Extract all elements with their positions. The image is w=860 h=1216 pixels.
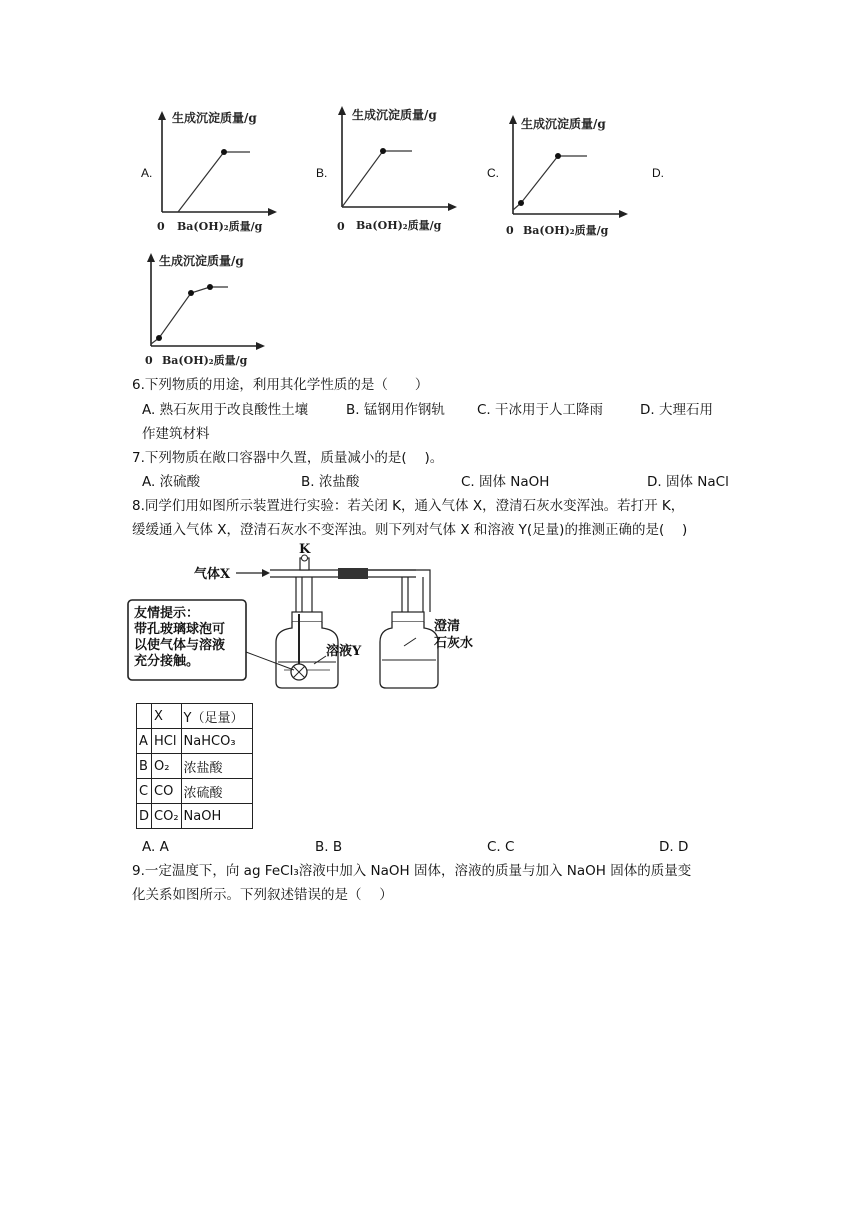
q8-stem-line1: 8.同学们用如图所示装置进行实验：若关闭 K，通入气体 X，澄清石灰水变浑浊。若打开 K，: [132, 498, 685, 514]
q7-stem: 7.下列物质在敞口容器中久置，质量减小的是( )。: [132, 450, 444, 466]
gas-inlet-arrow: [262, 569, 270, 577]
q8-option-d: D. D: [659, 839, 689, 855]
table-cell: CO: [152, 779, 182, 804]
xy-table: [136, 703, 253, 829]
tip-line-2: 带孔玻璃球泡可: [134, 622, 226, 637]
graph-b-origin: 0: [337, 220, 345, 233]
limewater-label: [434, 618, 473, 652]
table-cell: CO₂: [152, 804, 182, 829]
table-header-row: [137, 704, 253, 729]
graph-b-x-arrow: [448, 203, 457, 211]
table-row: [137, 779, 253, 804]
q8-option-b: B. B: [315, 839, 343, 855]
graph-a-x-arrow: [268, 208, 277, 216]
limewater-label-line-1: 澄清: [434, 619, 461, 634]
graph-d-point-2: [188, 290, 194, 296]
q9-stem-line2: 化关系如图所示。下列叙述错误的是（ ）: [132, 887, 393, 903]
graph-option-b-label: B.: [316, 166, 328, 180]
table-header-cell: [137, 704, 152, 729]
q8-option-c: C. C: [487, 839, 515, 855]
table-cell: C: [137, 779, 152, 804]
bottle2-stopper: [392, 612, 424, 622]
graph-a-x-label: Ba(OH)₂质量/g: [177, 220, 263, 233]
graph-d-origin: 0: [145, 354, 153, 367]
graph-c-x-label: Ba(OH)₂质量/g: [523, 224, 609, 237]
table-cell: 浓盐酸: [181, 754, 252, 779]
graph-b-curve: [342, 151, 412, 207]
graph-a-y-arrow: [158, 111, 166, 120]
bottle2-body: [380, 622, 438, 688]
table-row: [137, 729, 253, 754]
q7-option-a: A. 浓硫酸: [142, 474, 201, 490]
table-cell: A: [137, 729, 152, 754]
graph-d-y-label: 生成沉淀质量/g: [159, 254, 244, 268]
graph-d-x-label: Ba(OH)₂质量/g: [162, 354, 248, 367]
table-cell: 浓硫酸: [181, 779, 252, 804]
solution-y-label: 溶液Y: [326, 644, 362, 659]
graph-a: [152, 108, 282, 238]
table-header-cell: X: [152, 704, 182, 729]
graph-a-curve: [178, 152, 250, 212]
valve-k-label: K: [299, 542, 311, 557]
q6-option-b: B. 锰钢用作钢轨: [346, 402, 445, 418]
graph-d-x-arrow: [256, 342, 265, 350]
table-cell: NaHCO₃: [181, 729, 252, 754]
graph-option-a-label: A.: [141, 166, 153, 180]
table-cell: D: [137, 804, 152, 829]
q9-stem-line1: 9.一定温度下，向 ag FeCl₃溶液中加入 NaOH 固体，溶液的质量与加入 NaOH 固体的质量变: [132, 863, 692, 879]
graph-c-y-label: 生成沉淀质量/g: [521, 117, 606, 131]
graph-b-x-label: Ba(OH)₂质量/g: [356, 219, 442, 232]
graph-d-point-1: [156, 335, 162, 341]
limewater-label-line-2: 石灰水: [434, 636, 474, 651]
graph-option-d-label: D.: [652, 166, 664, 180]
table-header-cell: Y（足量）: [181, 704, 252, 729]
q7-option-c: C. 固体 NaOH: [461, 474, 550, 490]
table-row: [137, 754, 253, 779]
graph-d-point-3: [207, 284, 213, 290]
tip-line-4: 充分接触。: [134, 654, 200, 669]
graph-b-point: [380, 148, 386, 154]
table-cell: NaOH: [181, 804, 252, 829]
graph-d: [142, 250, 272, 372]
q8-option-a: A. A: [142, 839, 169, 855]
graph-b-y-arrow: [338, 106, 346, 115]
tip-text: [134, 606, 225, 670]
graph-c-point-1: [518, 200, 524, 206]
table-row: [137, 804, 253, 829]
bottle1-stopper: [292, 612, 322, 622]
graph-b: [332, 103, 462, 233]
graph-c: [503, 112, 633, 242]
graph-b-y-label: 生成沉淀质量/g: [352, 108, 437, 122]
graph-c-origin: 0: [506, 224, 514, 237]
table-cell: HCl: [152, 729, 182, 754]
graph-c-x-arrow: [619, 210, 628, 218]
table-cell: O₂: [152, 754, 182, 779]
graph-d-y-arrow: [147, 253, 155, 262]
q7-option-b: B. 浓盐酸: [301, 474, 360, 490]
tip-line-3: 以使气体与溶液: [134, 638, 226, 653]
table-cell: B: [137, 754, 152, 779]
graph-a-point: [221, 149, 227, 155]
graph-c-y-arrow: [509, 115, 517, 124]
outlet-tube: [416, 570, 430, 612]
q6-stem: 6.下列物质的用途，利用其化学性质的是（ ）: [132, 377, 429, 393]
graph-a-y-label: 生成沉淀质量/g: [172, 111, 257, 125]
q6-option-d: D. 大理石用: [640, 402, 713, 418]
q7-option-d: D. 固体 NaCl: [647, 474, 729, 490]
q6-option-d-continued: 作建筑材料: [142, 426, 210, 442]
apparatus-diagram: [126, 542, 476, 692]
graph-c-curve: [513, 156, 587, 210]
graph-c-point-2: [555, 153, 561, 159]
q8-stem-line2: 缓缓通入气体 X，澄清石灰水不变浑浊。则下列对气体 X 和溶液 Y(足量)的推测正确的是( ): [132, 522, 688, 538]
graph-option-c-label: C.: [487, 166, 499, 180]
graph-a-origin: 0: [157, 220, 165, 233]
q6-option-c: C. 干冰用于人工降雨: [477, 402, 604, 418]
rubber-connector: [338, 568, 368, 579]
gas-x-label: 气体X: [194, 567, 231, 582]
tip-line-1: 友情提示：: [134, 606, 200, 621]
q6-option-a: A. 熟石灰用于改良酸性土壤: [142, 402, 309, 418]
